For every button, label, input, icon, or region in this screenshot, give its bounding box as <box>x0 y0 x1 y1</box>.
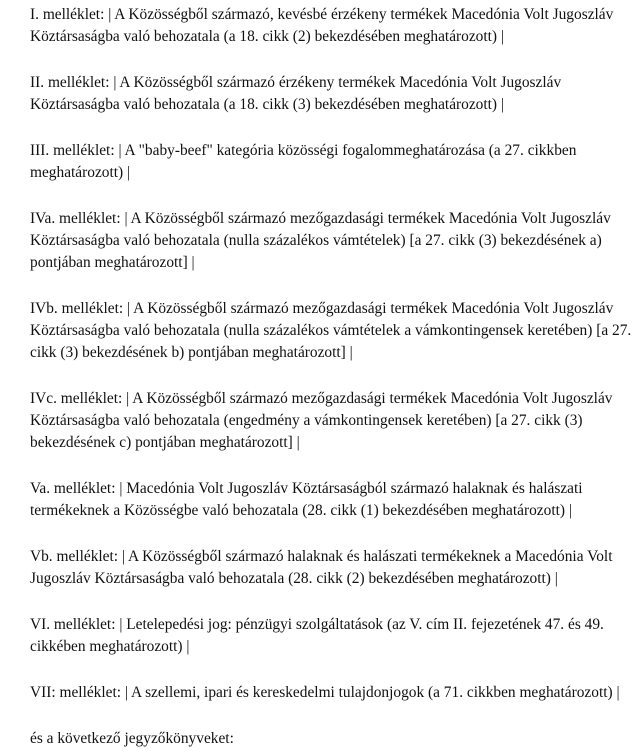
annex-7-paragraph: VII: melléklet: | A szellemi, ipari és kereskedelmi tulajdonjogok (a 71. cikkben meghatározott) | <box>30 684 620 701</box>
annex-2-paragraph: II. melléklet: | A Közösségből származó érzékeny termékek Macedónia Volt Jugoszláv Köztársaságba való behozatala (a 18. cikk (3) bekezdésében meghatározott) | <box>30 74 562 113</box>
annex-4b-paragraph: IVb. melléklet: | A Közösségből származó mezőgazdasági termékek Macedónia Volt Jugoszláv Köztársaságba való behozatala (nulla százalékos vámtételek a vámkontingensek keretében) [a 27. cikk (3) bekezdésének b) pontjában meghatározott] | <box>30 300 632 361</box>
annex-4a-paragraph: IVa. melléklet: | A Közösségből származó mezőgazdasági termékek Macedónia Volt Jugoszláv Köztársaságba való behozatala (nulla százalékos vámtételek) [a 27. cikk (3) bekezdésének a) pontjában meghatározott] | <box>30 210 611 271</box>
protocols-intro-paragraph: és a következő jegyzőkönyveket: <box>30 730 234 747</box>
annex-5a-paragraph: Va. melléklet: | Macedónia Volt Jugoszláv Köztársaságból származó halaknak és halászati termékeknek a Közösségbe való behozatala (28. cikk (1) bekezdésében meghatározott) | <box>30 480 583 519</box>
annex-1-paragraph: I. melléklet: | A Közösségből származó, kevésbé érzékeny termékek Macedónia Volt Jugoszláv Köztársaságba való behozatala (a 18. cikk (2) bekezdésében meghatározott) | <box>30 6 614 45</box>
annex-5b-paragraph: Vb. melléklet: | A Közösségből származó halaknak és halászati termékeknek a Macedónia Volt Jugoszláv Köztársaságba való behozatala (28. cikk (2) bekezdésében meghatározott) | <box>30 548 613 587</box>
annex-6-paragraph: VI. melléklet: | Letelepedési jog: pénzügyi szolgáltatások (az V. cím II. fejezetének 47. és 49. cikkében meghatározott) | <box>30 616 604 655</box>
annex-4c-paragraph: IVc. melléklet: | A Közösségből származó mezőgazdasági termékek Macedónia Volt Jugoszláv Köztársaságba való behozatala (engedmény a vámkontingensek keretében) [a 27. cikk (3) bekezdésének c) pontjában meghatározott] | <box>30 390 613 451</box>
annex-3-paragraph: III. melléklet: | A "baby-beef" kategória közösségi fogalommeghatározása (a 27. cikkben meghatározott) | <box>30 142 577 181</box>
